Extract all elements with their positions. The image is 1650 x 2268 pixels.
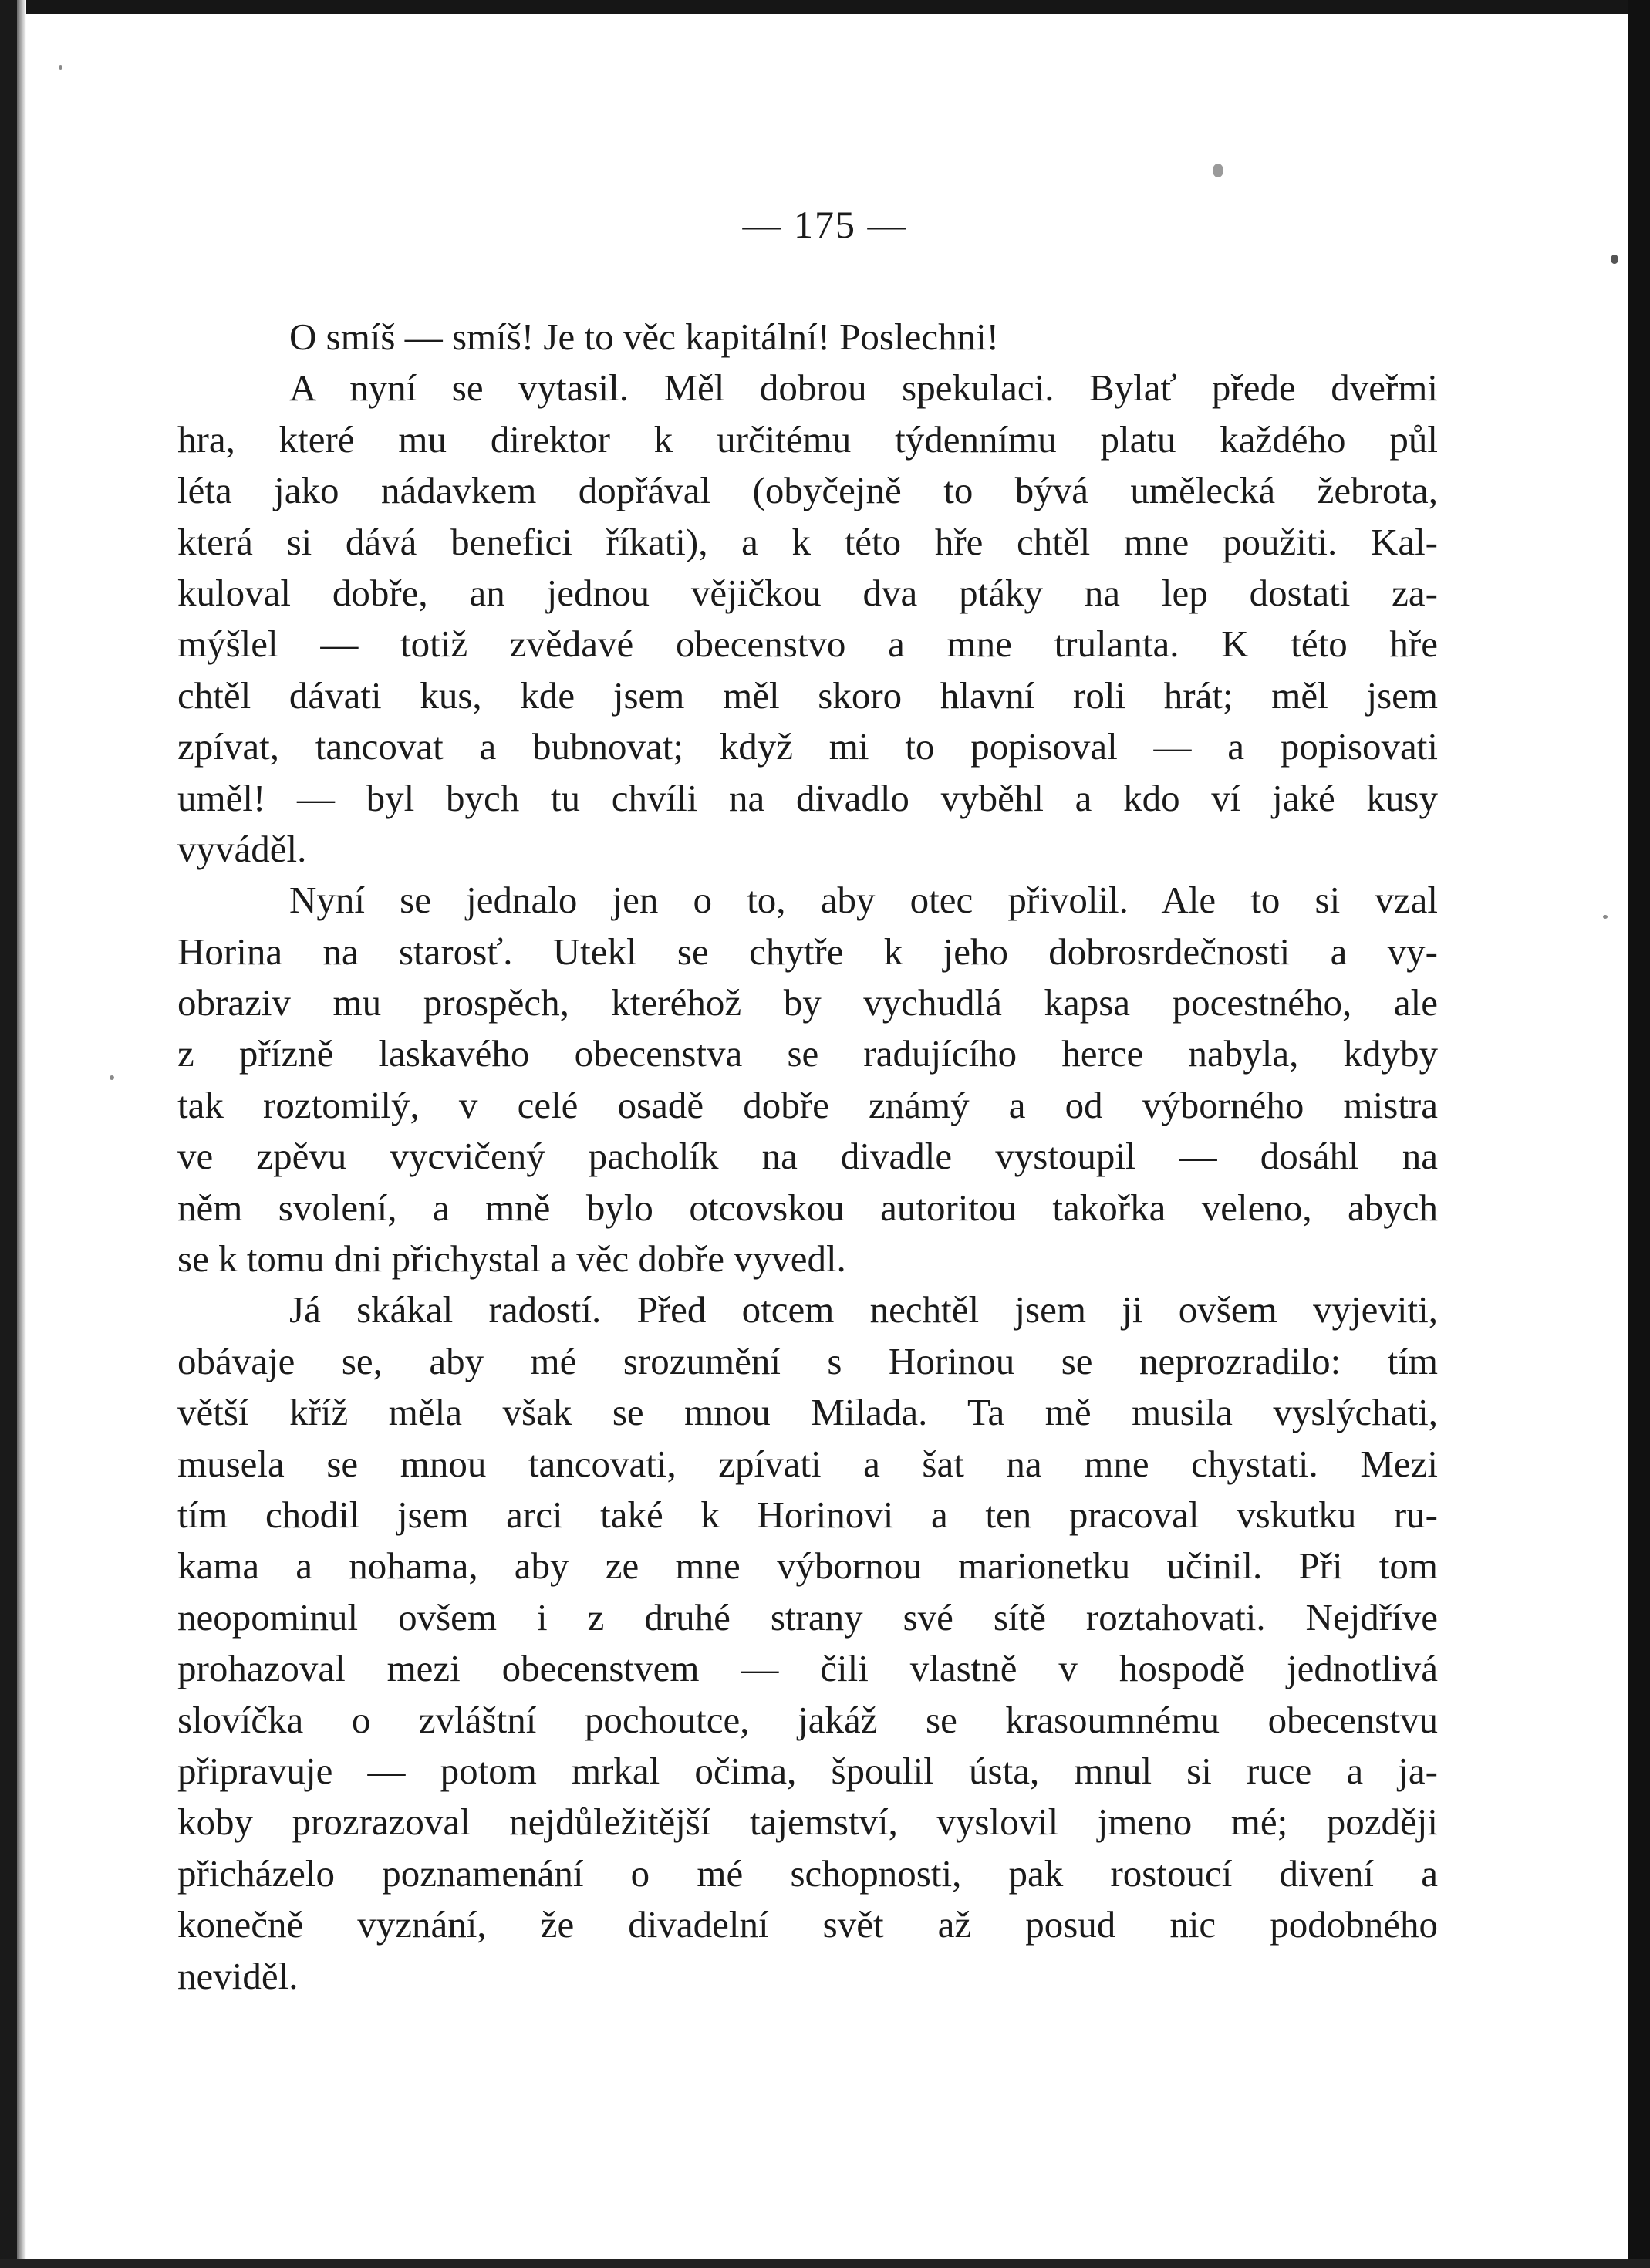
text-line: uměl! — byl bych tu chvíli na divadlo vyběhl a kdo ví jaké kusy (177, 776, 1438, 819)
scan-border-bottom (0, 2259, 1650, 2268)
text-line: prohazoval mezi obecenstvem — čili vlastně v hospodě jednotlivá (177, 1647, 1438, 1690)
text-line: koby prozrazoval nejdůležitější tajemství, vyslovil jmeno mé; později (177, 1801, 1438, 1844)
text-line: chtěl dávati kus, kde jsem měl skoro hlavní roli hrát; měl jsem (177, 673, 1438, 717)
text-line: z přízně laskavého obecenstva se radujícího herce nabyla, kdyby (177, 1032, 1438, 1075)
text-line: slovíčka o zvláštní pochoutce, jakáž se krasoumnému obecenstvu (177, 1698, 1438, 1741)
paragraph (177, 1284, 1438, 2001)
paragraph (177, 363, 1438, 875)
text-line: Horina na starosť. Utekl se chytře k jeho dobrosrdečnosti a vy- (177, 930, 1438, 973)
text-line: která si dává benefici říkati), a k této hře chtěl mne použiti. Kal- (177, 520, 1438, 563)
text-line: A nyní se vytasil. Měl dobrou spekulaci. Bylať přede dveřmi (289, 366, 1438, 410)
paper-speck (1603, 915, 1608, 919)
text-line: neviděl. (177, 1954, 299, 1997)
scan-border-shadow (17, 0, 26, 2268)
text-line: větší kříž měla však se mnou Milada. Ta mě musila vyslýchati, (177, 1391, 1438, 1434)
text-line: O smíš — smíš! Je to věc kapitální! Poslechni! (289, 316, 999, 358)
page-number: — 175 — (742, 203, 908, 246)
text-line: mýšlel — totiž zvědavé obecenstvo a mne trulanta. K této hře (177, 623, 1438, 666)
text-line: kuloval dobře, an jednou vějičkou dva ptáky na lep dostati za- (177, 571, 1438, 614)
paper-speck (110, 1075, 114, 1080)
scan-border-left (0, 0, 17, 2268)
text-line: vyváděl. (177, 827, 307, 870)
scan-border-top (0, 0, 1650, 14)
paragraph (177, 312, 1438, 363)
text-line: léta jako nádavkem dopřával (obyčejně to bývá umělecká žebrota, (177, 469, 1438, 512)
text-line: Já skákal radostí. Před otcem nechtěl jsem ji ovšem vyjeviti, (289, 1288, 1438, 1331)
text-line: Nyní se jednalo jen o to, aby otec přivolil. Ale to si vzal (289, 879, 1438, 922)
text-line: obraziv mu prospěch, kteréhož by vychudlá kapsa pocestného, ale (177, 981, 1438, 1024)
text-line: tak roztomilý, v celé osadě dobře známý a od výborného mistra (177, 1083, 1438, 1126)
text-line: tím chodil jsem arci také k Horinovi a ten pracoval vskutku ru- (177, 1493, 1438, 1536)
text-line: ve zpěvu vycvičený pacholík na divadle vystoupil — dosáhl na (177, 1135, 1438, 1178)
text-line: hra, které mu direktor k určitému týdennímu platu každého půl (177, 417, 1438, 461)
text-line: obávaje se, aby mé srozumění s Horinou se neprozradilo: tím (177, 1339, 1438, 1382)
text-line: zpívat, tancovat a bubnovat; když mi to popisoval — a popisovati (177, 725, 1438, 768)
text-line: se k tomu dni přichystal a věc dobře vyvedl. (177, 1237, 846, 1281)
text-line: přicházelo poznamenání o mé schopnosti, pak rostoucí divení a (177, 1851, 1438, 1895)
text-line: něm svolení, a mně bylo otcovskou autoritou takořka veleno, abych (177, 1186, 1438, 1229)
paragraph (177, 875, 1438, 1284)
text-line: připravuje — potom mrkal očima, špoulil ústa, mnul si ruce a ja- (177, 1749, 1438, 1792)
text-line: musela se mnou tancovati, zpívati a šat na mne chystati. Mezi (177, 1442, 1438, 1485)
body-text (177, 312, 1438, 2002)
text-line: neopominul ovšem i z druhé strany své sítě roztahovati. Nejdříve (177, 1595, 1438, 1639)
scan-border-right (1628, 0, 1650, 2268)
paper-speck (1213, 164, 1223, 177)
paper-speck (59, 65, 62, 70)
paper-speck (1611, 255, 1618, 264)
text-line: kama a nohama, aby ze mne výbornou marionetku učinil. Při tom (177, 1544, 1438, 1588)
text-line: konečně vyznání, že divadelní svět až posud nic podobného (177, 1903, 1438, 1946)
